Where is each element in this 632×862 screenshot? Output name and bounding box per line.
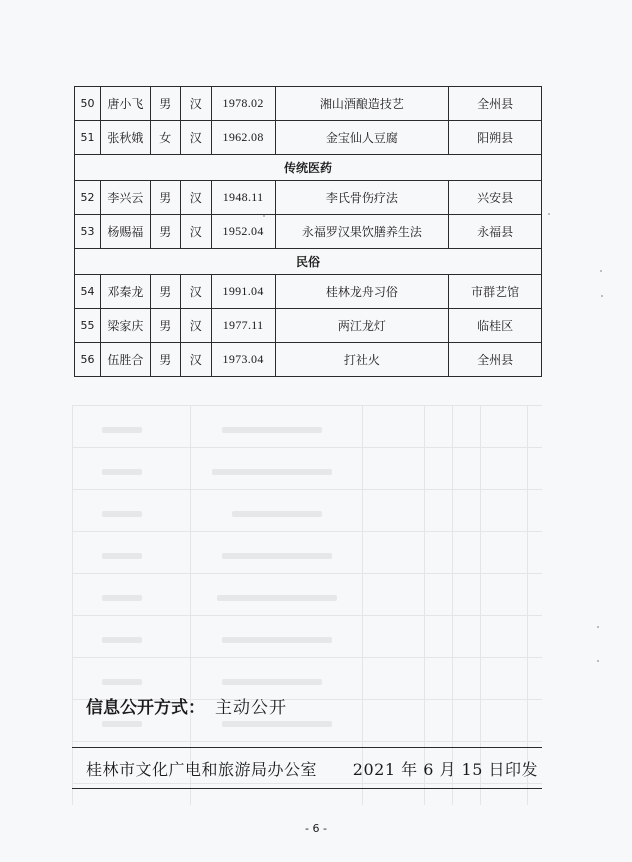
region-cell: 市群艺馆 xyxy=(449,275,542,309)
category-row xyxy=(75,155,542,181)
row-number: 55 xyxy=(75,309,101,343)
birth-date: 1977.11 xyxy=(211,309,275,343)
table-row xyxy=(75,275,542,309)
scan-speck xyxy=(597,660,599,662)
gender-cell: 男 xyxy=(150,343,180,377)
inheritor-name: 伍胜合 xyxy=(100,343,150,377)
ethnicity-cell: 汉 xyxy=(180,215,211,249)
inheritor-name: 杨赐福 xyxy=(100,215,150,249)
region-cell: 永福县 xyxy=(449,215,542,249)
ethnicity-cell: 汉 xyxy=(180,181,211,215)
gender-cell: 男 xyxy=(150,215,180,249)
category-label: 传统医药 xyxy=(75,155,542,181)
page-number: - 6 - xyxy=(305,822,327,835)
scan-speck xyxy=(600,270,602,272)
region-cell: 阳朔县 xyxy=(449,121,542,155)
gender-cell: 男 xyxy=(150,181,180,215)
scan-speck xyxy=(601,295,603,297)
heritage-project: 打社火 xyxy=(275,343,449,377)
inheritor-table xyxy=(74,86,542,377)
heritage-project: 永福罗汉果饮膳养生法 xyxy=(275,215,449,249)
table-row xyxy=(75,215,542,249)
table-row xyxy=(75,343,542,377)
region-cell: 临桂区 xyxy=(449,309,542,343)
row-number: 51 xyxy=(75,121,101,155)
gender-cell: 男 xyxy=(150,275,180,309)
birth-date: 1952.04 xyxy=(211,215,275,249)
heritage-project: 两江龙灯 xyxy=(275,309,449,343)
inheritor-name: 唐小飞 xyxy=(100,87,150,121)
ethnicity-cell: 汉 xyxy=(180,87,211,121)
inheritor-name: 张秋娥 xyxy=(100,121,150,155)
issue-date: 2021 年 6 月 15 日印发 xyxy=(352,760,538,779)
category-label: 民俗 xyxy=(75,249,542,275)
table-row xyxy=(75,87,542,121)
category-row xyxy=(75,249,542,275)
footer-top-rule xyxy=(72,747,542,748)
inheritor-name: 邓秦龙 xyxy=(100,275,150,309)
scan-speck xyxy=(597,626,599,628)
footer-bottom-rule xyxy=(72,788,542,789)
ethnicity-cell: 汉 xyxy=(180,275,211,309)
inheritor-name: 梁家庆 xyxy=(100,309,150,343)
table-row xyxy=(75,181,542,215)
issuing-office: 桂林市文化广电和旅游局办公室 xyxy=(86,760,318,779)
region-cell: 兴安县 xyxy=(449,181,542,215)
scan-speck xyxy=(548,213,550,215)
gender-cell: 女 xyxy=(150,121,180,155)
birth-date: 1973.04 xyxy=(211,343,275,377)
disclosure-value: 主动公开 xyxy=(215,698,287,718)
table-row xyxy=(75,121,542,155)
heritage-project: 金宝仙人豆腐 xyxy=(275,121,449,155)
heritage-project: 湘山酒酿造技艺 xyxy=(275,87,449,121)
row-number: 54 xyxy=(75,275,101,309)
birth-date: 1962.08 xyxy=(211,121,275,155)
ethnicity-cell: 汉 xyxy=(180,343,211,377)
disclosure-line xyxy=(86,693,287,718)
ethnicity-cell: 汉 xyxy=(180,309,211,343)
row-number: 50 xyxy=(75,87,101,121)
gender-cell: 男 xyxy=(150,87,180,121)
disclosure-label: 信息公开方式： xyxy=(86,698,205,718)
table-row xyxy=(75,309,542,343)
birth-date: 1991.04 xyxy=(211,275,275,309)
scan-speck xyxy=(263,215,265,217)
gender-cell: 男 xyxy=(150,309,180,343)
inheritor-name: 李兴云 xyxy=(100,181,150,215)
birth-date: 1978.02 xyxy=(211,87,275,121)
heritage-project: 桂林龙舟习俗 xyxy=(275,275,449,309)
row-number: 53 xyxy=(75,215,101,249)
region-cell: 全州县 xyxy=(449,87,542,121)
show-through-ghost-table xyxy=(72,405,542,805)
region-cell: 全州县 xyxy=(449,343,542,377)
row-number: 52 xyxy=(75,181,101,215)
heritage-project: 李氏骨伤疗法 xyxy=(275,181,449,215)
birth-date: 1948.11 xyxy=(211,181,275,215)
row-number: 56 xyxy=(75,343,101,377)
ethnicity-cell: 汉 xyxy=(180,121,211,155)
inheritor-table-body xyxy=(75,87,542,377)
